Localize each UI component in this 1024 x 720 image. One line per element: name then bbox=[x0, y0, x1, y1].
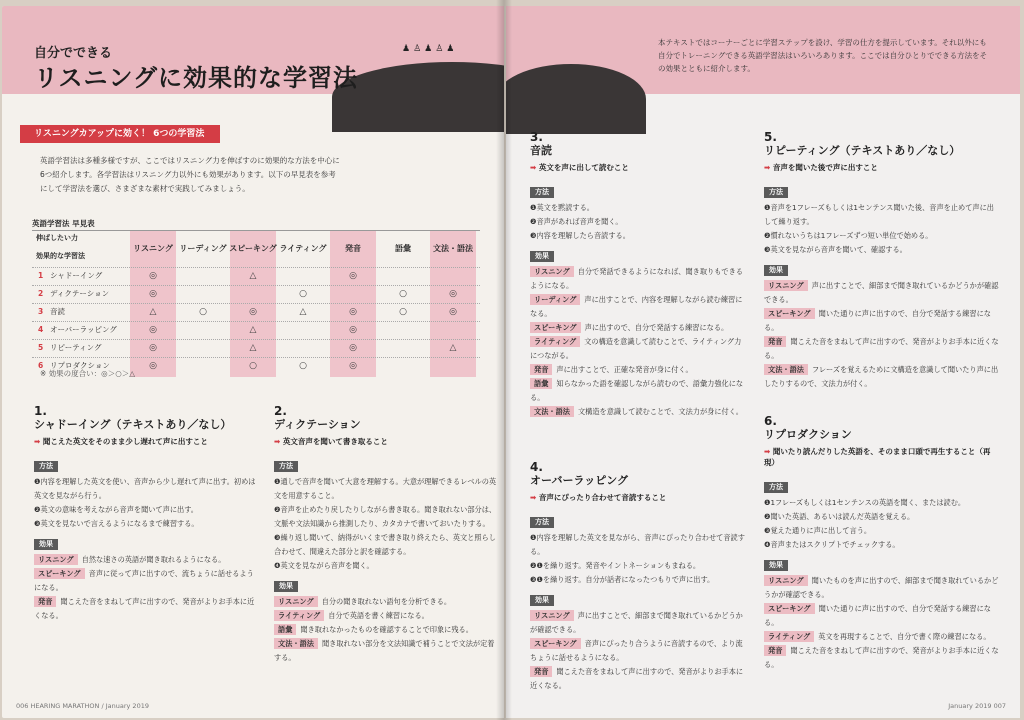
rating-cell: ◎ bbox=[249, 307, 257, 317]
row-label: シャドーイング bbox=[50, 271, 103, 280]
rating-cell: ◎ bbox=[349, 307, 357, 317]
table-row bbox=[32, 339, 480, 355]
method-step: ❷音声を止めたり戻したりしながら書き取る。聞き取れない部分は、文脈や文法知識から推測したり、カタカナで書いておいたりする。 bbox=[274, 505, 497, 528]
arrow-icon: ➡ bbox=[274, 437, 283, 446]
method-step: ❶内容を理解した英文を使い、音声から少し遅れて声に出す。初めは英文を見ながら行う。 bbox=[34, 477, 256, 500]
footer-right: January 2019 007 bbox=[948, 702, 1006, 710]
effect-text: フレーズを覚えるために文構造を意識して聞いたり声に出したりするので、文法力が付く。 bbox=[764, 365, 999, 388]
row-number: 5 bbox=[38, 343, 44, 352]
rating-cell: ○ bbox=[199, 307, 207, 317]
section-tagline bbox=[530, 492, 748, 503]
section-name: 音読 bbox=[530, 144, 552, 157]
section-name: ディクテーション bbox=[274, 418, 361, 431]
rating-cell: ○ bbox=[299, 289, 307, 299]
effect-label: 効果 bbox=[764, 560, 788, 571]
column-header: リーディング bbox=[179, 244, 227, 253]
method-step: ❷音声があれば音声を聞く。 bbox=[530, 217, 623, 226]
method-step: ❶音声を1フレーズもしくは1センテンス聞いた後、音声を止めて声に出して繰り返す。 bbox=[764, 203, 994, 226]
effect-item bbox=[530, 335, 748, 363]
skill-tag: 文法・語法 bbox=[530, 406, 574, 417]
rating-cell: △ bbox=[149, 307, 157, 317]
rating-cell: ◎ bbox=[349, 325, 357, 335]
skill-tag: 語彙 bbox=[530, 378, 552, 389]
skill-tag: 文法・語法 bbox=[274, 638, 318, 649]
method-label: 方法 bbox=[764, 482, 788, 493]
method-step: ❶英文を黙読する。 bbox=[530, 203, 594, 212]
section-name: リピーティング（テキストあり／なし） bbox=[764, 144, 961, 157]
section-tagline bbox=[764, 446, 1000, 468]
section-name: シャドーイング（テキストあり／なし） bbox=[34, 418, 232, 431]
section-banner: リスニングカアップに効く！ 6つの学習法 bbox=[20, 125, 220, 143]
method-step: ❸英文を見ないで言えるようになるまで練習する。 bbox=[34, 519, 199, 528]
legend: ※ 効果の度合い：◎＞○＞△ bbox=[40, 369, 136, 378]
lead-paragraph: 英語学習法は多種多様ですが、ここではリスニング力を伸ばすのに効果的な方法を中心に6つ紹介します。各学習法はリスニング力以外にも効果があります。以下の早見表を参考にして学習法を選び、さまざまな素材で実践してみましょう。 bbox=[40, 156, 340, 193]
skill-tag: 文法・語法 bbox=[764, 364, 808, 375]
skill-tag: 発音 bbox=[530, 364, 552, 375]
rating-cell: △ bbox=[249, 343, 257, 353]
effect-item bbox=[764, 644, 1000, 672]
skill-tag: 発音 bbox=[764, 645, 786, 656]
hill-illustration-right bbox=[506, 64, 646, 134]
diag-header-bottom: 効果的な学習法 bbox=[36, 252, 85, 260]
rating-cell: ◎ bbox=[149, 271, 157, 281]
effect-text: 聞いた通りに声に出すので、自分で発話する練習になる。 bbox=[764, 309, 991, 332]
skill-tag: リスニング bbox=[530, 266, 574, 277]
quick-reference-table bbox=[32, 218, 480, 376]
intro-paragraph: 本テキストではコーナーごとに学習ステップを設け、学習の仕方を提示しています。それ以外にも自分でトレーニングできる英語学習法はいろいろあります。ここでは自分ひとりでできる方法をその効果とともに紹介します。 bbox=[658, 38, 988, 73]
section-repeating bbox=[764, 130, 1000, 391]
row-number: 2 bbox=[38, 289, 44, 298]
effect-item bbox=[764, 363, 1000, 391]
section-name: オーバーラッピング bbox=[530, 474, 629, 487]
effect-text: 声に出すことで、内容を理解しながら読む練習になる。 bbox=[530, 295, 743, 318]
section-number: 6. bbox=[764, 414, 777, 428]
skill-tag: ライティング bbox=[764, 631, 814, 642]
rating-cell: ○ bbox=[249, 361, 257, 371]
effect-text: 自分で英語を書く練習になる。 bbox=[328, 611, 429, 620]
rating-cell: ◎ bbox=[449, 307, 457, 317]
column-header: 語彙 bbox=[395, 244, 411, 253]
skill-tag: スピーキング bbox=[530, 322, 581, 333]
row-label: オーバーラッピング bbox=[50, 325, 117, 334]
effect-item bbox=[274, 623, 499, 637]
skill-tag: リスニング bbox=[530, 610, 574, 621]
method-step: ❶内容を理解した英文を見ながら、音声にぴったり合わせて音読する。 bbox=[530, 533, 745, 556]
method-step: ❹英文を見ながら音声を聞く。 bbox=[274, 561, 374, 570]
left-page bbox=[2, 6, 504, 718]
effect-text: 音声に従って声に出すので、流ちょうに話せるようになる。 bbox=[34, 569, 254, 592]
effect-item bbox=[530, 637, 748, 665]
skill-tag: スピーキング bbox=[34, 568, 85, 579]
tagline-text: 英文を声に出して読むこと bbox=[538, 163, 629, 172]
rating-cell: △ bbox=[249, 325, 257, 335]
rating-cell: ◎ bbox=[349, 361, 357, 371]
skill-tag: 発音 bbox=[530, 666, 552, 677]
method-step: ❷慣れないうちは1フレーズずつ短い単位で始める。 bbox=[764, 231, 933, 240]
sub-title: 自分でできる bbox=[34, 46, 113, 61]
effect-text: 自分で発話できるようになれば、聞き取りもできるようになる。 bbox=[530, 267, 743, 290]
row-label: リピーティング bbox=[50, 343, 102, 352]
skill-tag: リーディング bbox=[530, 294, 580, 305]
method-label: 方法 bbox=[764, 187, 788, 198]
skill-tag: スピーキング bbox=[764, 308, 815, 319]
effect-item bbox=[34, 567, 259, 595]
effect-item bbox=[764, 630, 1000, 644]
effect-text: 英文を再現することで、自分で書く際の練習になる。 bbox=[818, 632, 991, 641]
section-tagline bbox=[34, 436, 259, 447]
column-header: ライティング bbox=[279, 244, 327, 253]
table-title: 英語学習法 早見表 bbox=[32, 219, 95, 228]
skill-tag: リスニング bbox=[34, 554, 78, 565]
effect-label: 効果 bbox=[530, 595, 554, 606]
method-step: ❸繰り返し聞いて、納得がいくまで書き取り終えたら、英文と照らし合わせて、間違えた部分と訳を確認する。 bbox=[274, 533, 496, 556]
effect-text: 声に出すので、自分で発話する練習になる。 bbox=[584, 323, 729, 332]
effect-item bbox=[530, 293, 748, 321]
row-label: ディクテーション bbox=[50, 289, 110, 298]
effect-label: 効果 bbox=[274, 581, 298, 592]
row-number: 1 bbox=[38, 271, 44, 280]
rating-cell: ◎ bbox=[349, 343, 357, 353]
rating-cell: ◎ bbox=[349, 271, 357, 281]
section-number: 5. bbox=[764, 130, 777, 144]
effect-item bbox=[530, 609, 748, 637]
effect-text: 自分の聞き取れない語句を分析できる。 bbox=[321, 597, 452, 606]
effect-text: 聞いた通りに声に出すので、自分で発話する練習になる。 bbox=[764, 604, 991, 627]
column-header: 文法・語法 bbox=[433, 244, 473, 253]
effect-text: 声に出すことで、細部まで聞き取れているかどうかが確認できる。 bbox=[530, 611, 743, 634]
column-header: 発音 bbox=[345, 244, 361, 253]
effect-text: 声に出すことで、細部まで聞き取れているかどうかが確認できる。 bbox=[764, 281, 999, 304]
section-tagline bbox=[274, 436, 499, 447]
rating-cell: ◎ bbox=[449, 289, 457, 299]
effect-item bbox=[530, 665, 748, 693]
section-number: 4. bbox=[530, 460, 543, 474]
section-number: 2. bbox=[274, 404, 287, 418]
effect-label: 効果 bbox=[530, 251, 554, 262]
rating-cell: △ bbox=[299, 307, 307, 317]
effect-item bbox=[764, 335, 1000, 363]
effect-text: 聞いたものを声に出すので、細部まで聞き取れているかどうかが確認できる。 bbox=[764, 576, 999, 599]
skill-tag: ライティング bbox=[274, 610, 324, 621]
skill-tag: 語彙 bbox=[274, 624, 296, 635]
effect-item bbox=[274, 595, 499, 609]
rating-cell: ○ bbox=[299, 361, 307, 371]
method-step: ❷英文の意味を考えながら音声を聞いて声に出す。 bbox=[34, 505, 198, 514]
effect-text: 聞こえた音をまねして声に出すので、発音がよりお手本に近くなる。 bbox=[764, 337, 999, 360]
table-row bbox=[32, 303, 480, 319]
section-number: 1. bbox=[34, 404, 47, 418]
tagline-text: 音声を聞いた後で声に出すこと bbox=[772, 163, 878, 172]
rating-cell: ◎ bbox=[149, 343, 157, 353]
section-read-aloud bbox=[530, 130, 748, 419]
method-step: ❸❶を繰り返す。自分が話者になったつもりで声に出す。 bbox=[530, 575, 715, 584]
effect-label: 効果 bbox=[764, 265, 788, 276]
column-header: リスニング bbox=[133, 244, 173, 253]
section-shadowing bbox=[34, 404, 259, 623]
effect-item bbox=[764, 574, 1000, 602]
effect-item bbox=[764, 307, 1000, 335]
rating-cell: ○ bbox=[399, 289, 407, 299]
tagline-text: 聞こえた英文をそのまま少し遅れて声に出すこと bbox=[42, 437, 208, 446]
effect-text: 音声にぴったり合うように音読するので、より流ちょうに話せるようになる。 bbox=[530, 639, 743, 662]
effect-text: 聞き取れなかったものを確認することで印象に残る。 bbox=[300, 625, 473, 634]
effect-text: 聞こえた音をまねして声に出すので、発音がよりお手本に近くなる。 bbox=[530, 667, 744, 690]
diag-header-top: 伸ばしたい力 bbox=[36, 234, 78, 242]
row-number: 4 bbox=[38, 325, 44, 334]
effect-item bbox=[530, 363, 748, 377]
method-label: 方法 bbox=[530, 187, 554, 198]
row-number: 6 bbox=[38, 361, 44, 370]
effect-text: 自然な速さの英語が聞き取れるようになる。 bbox=[81, 555, 226, 564]
arrow-icon: ➡ bbox=[530, 493, 539, 502]
effect-text: 聞こえた音をまねして声に出すので、発音がよりお手本に近くなる。 bbox=[34, 597, 255, 620]
skill-tag: リスニング bbox=[764, 575, 808, 586]
method-step: ❸英文を見ながら音声を聞いて、確認する。 bbox=[764, 245, 907, 254]
method-step: ❹音声またはスクリプトでチェックする。 bbox=[764, 540, 900, 549]
effect-item bbox=[530, 405, 748, 419]
skill-tag: リスニング bbox=[274, 596, 318, 607]
table-row bbox=[32, 285, 480, 301]
method-step: ❸覚えた通りに声に出して言う。 bbox=[764, 526, 872, 535]
method-step: ❶通しで音声を聞いて大意を理解する。大意が理解できるレベルの英文を用意すること。 bbox=[274, 477, 497, 500]
method-step: ❷❶を繰り返す。発音やイントネーションもまねる。 bbox=[530, 561, 701, 570]
arrow-icon: ➡ bbox=[34, 437, 43, 446]
method-step: ❸内容を理解したら音読する。 bbox=[530, 231, 630, 240]
effect-text: 聞こえた音をまねして声に出すので、発音がよりお手本に近くなる。 bbox=[764, 646, 999, 669]
method-step: ❷聞いた英語、あるいは読んだ英語を覚える。 bbox=[764, 512, 915, 521]
section-tagline bbox=[764, 162, 1000, 173]
section-number: 3. bbox=[530, 130, 543, 144]
method-label: 方法 bbox=[530, 517, 554, 528]
footer-left: 006 HEARING MARATHON / January 2019 bbox=[16, 702, 149, 710]
arrow-icon: ➡ bbox=[764, 163, 773, 172]
section-overlapping bbox=[530, 460, 748, 693]
row-label: 音読 bbox=[50, 307, 65, 316]
effect-item bbox=[34, 553, 259, 567]
tagline-text: 聞いたり読んだりした英語を、そのまま口頭で再生すること（再現） bbox=[764, 447, 991, 467]
table-row bbox=[32, 267, 480, 283]
effect-text: 聞き取れない部分を文法知識で補うことで文法が定着する。 bbox=[274, 639, 495, 662]
skill-tag: スピーキング bbox=[764, 603, 815, 614]
skill-tag: リスニング bbox=[764, 280, 808, 291]
right-page bbox=[506, 6, 1020, 718]
effect-item bbox=[34, 595, 259, 623]
skill-tag: 発音 bbox=[764, 336, 786, 347]
effect-text: 文の構造を意識して読むことで、ライティング力につながる。 bbox=[530, 337, 742, 360]
effect-item bbox=[530, 265, 748, 293]
arrow-icon: ➡ bbox=[764, 447, 773, 456]
rating-cell: ◎ bbox=[149, 325, 157, 335]
method-label: 方法 bbox=[34, 461, 58, 472]
table-row bbox=[32, 321, 480, 337]
effect-text: 声に出すことで、正確な発音が身に付く。 bbox=[556, 365, 693, 374]
method-label: 方法 bbox=[274, 461, 298, 472]
tagline-text: 音声にぴったり合わせて音読すること bbox=[538, 493, 667, 502]
effect-text: 文構造を意識して読むことで、文法力が身に付く。 bbox=[577, 407, 743, 416]
rating-cell: ◎ bbox=[149, 361, 157, 371]
effect-item bbox=[764, 279, 1000, 307]
rating-cell: ○ bbox=[399, 307, 407, 317]
effect-item bbox=[274, 637, 499, 665]
tagline-text: 英文音声を聞いて書き取ること bbox=[282, 437, 388, 446]
section-tagline bbox=[530, 162, 748, 173]
row-number: 3 bbox=[38, 307, 44, 316]
column-header: スピーキング bbox=[229, 244, 277, 253]
skill-tag: ライティング bbox=[530, 336, 580, 347]
skill-tag: スピーキング bbox=[530, 638, 581, 649]
section-dictation bbox=[274, 404, 499, 665]
rating-cell: △ bbox=[449, 343, 457, 353]
effect-label: 効果 bbox=[34, 539, 58, 550]
people-doodle-icon: ♟♙♟♙♟ bbox=[402, 44, 458, 54]
section-reproduction bbox=[764, 414, 1000, 672]
section-name: リプロダクション bbox=[764, 428, 852, 441]
rating-cell: ◎ bbox=[149, 289, 157, 299]
effect-item bbox=[530, 377, 748, 405]
effect-item bbox=[530, 321, 748, 335]
table-grid bbox=[32, 230, 480, 376]
page-title: リスニングに効果的な学習法 bbox=[34, 64, 359, 92]
arrow-icon: ➡ bbox=[530, 163, 539, 172]
rating-cell: △ bbox=[249, 271, 257, 281]
effect-item bbox=[274, 609, 499, 623]
skill-tag: 発音 bbox=[34, 596, 56, 607]
row-label: リプロダクション bbox=[50, 361, 110, 370]
effect-text: 知らなかった語を確認しながら読むので、語彙力強化になる。 bbox=[530, 379, 744, 402]
effect-item bbox=[764, 602, 1000, 630]
method-step: ❶1フレーズもしくは1センテンスの英語を聞く、または読む。 bbox=[764, 498, 966, 507]
